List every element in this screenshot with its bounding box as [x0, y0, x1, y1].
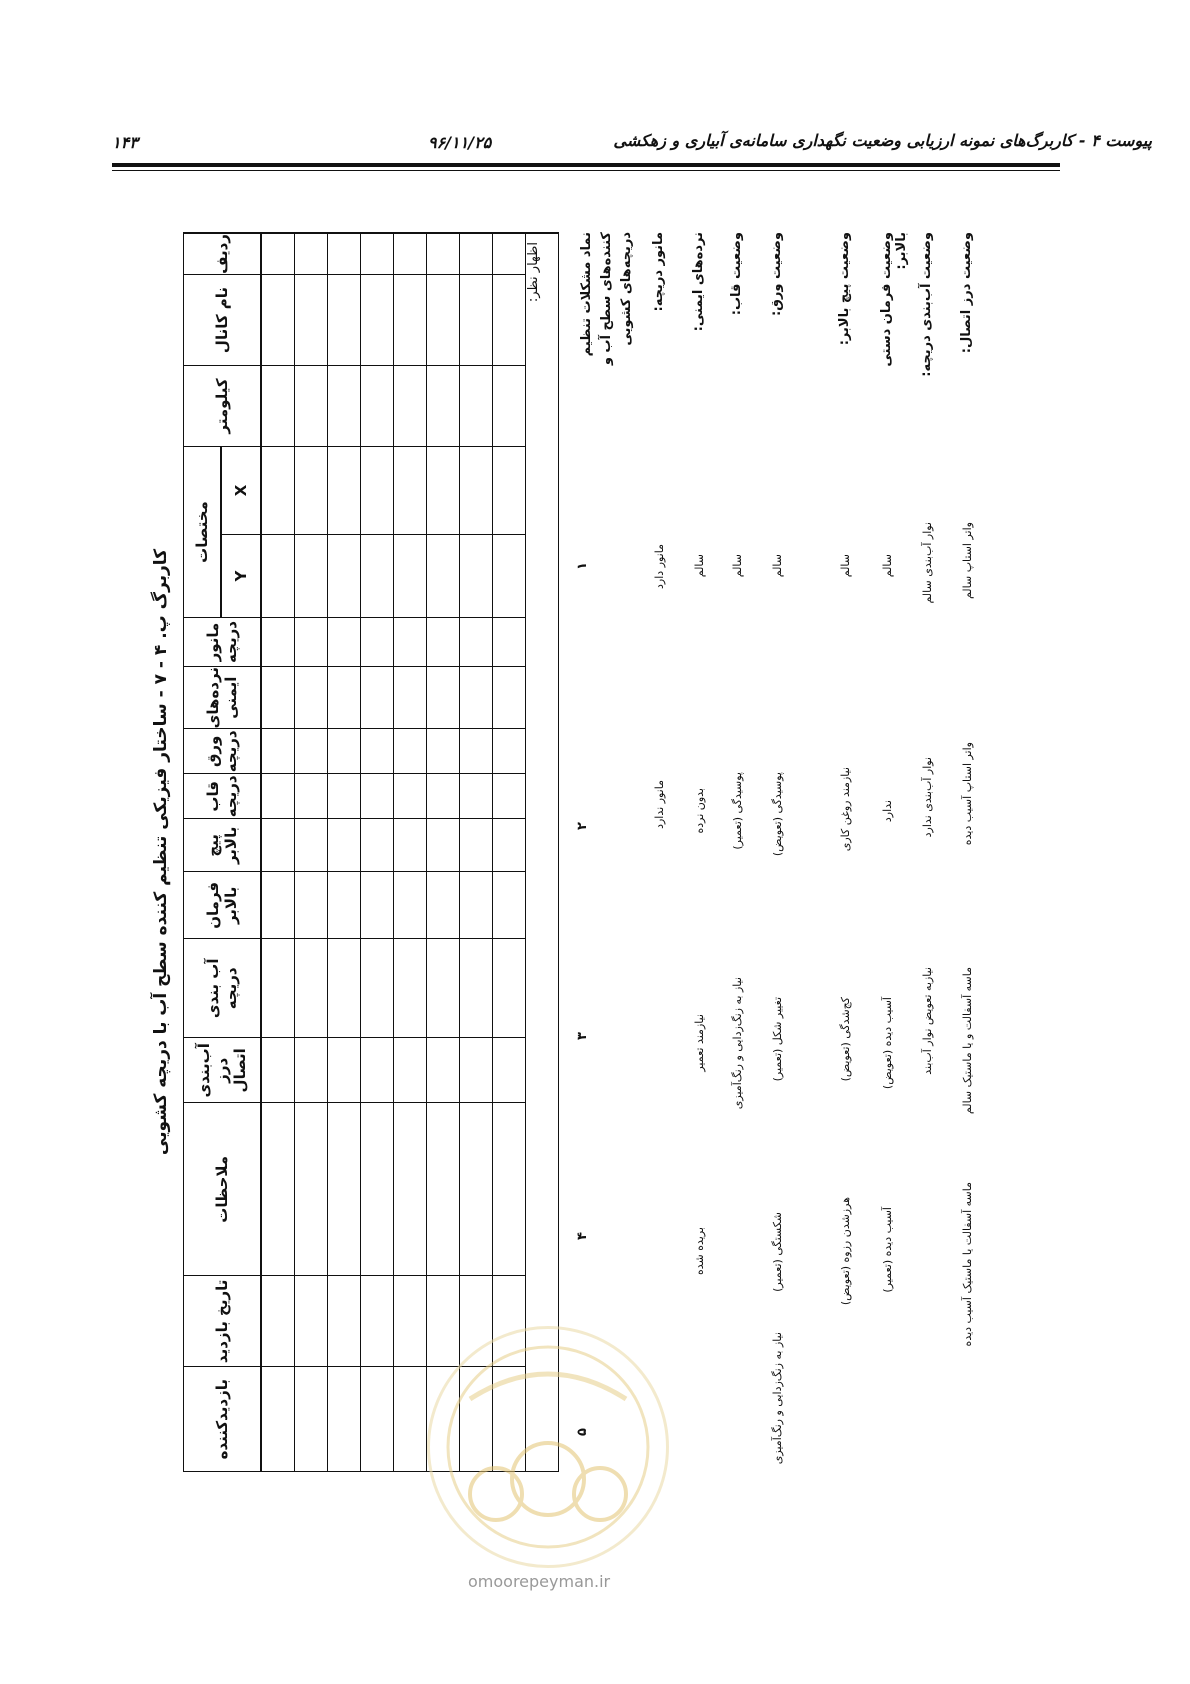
legend-value: مانور ندارد: [653, 780, 666, 829]
inspection-table: [183, 232, 559, 1472]
legend-value: پوسیدگی (تعمیر): [731, 772, 744, 850]
legend-value: آسیب دیده (تعویض): [881, 997, 894, 1090]
col-x: X: [221, 447, 261, 535]
legend-label-lift-control: وضعیت فرمان دستی بالابر:: [879, 232, 909, 367]
legend-value: پوسیدگی (تعویض): [771, 772, 784, 857]
watermark-site: omoorepeyman.ir: [468, 1572, 611, 1591]
table-row: [361, 233, 394, 1472]
legend-label-railing: نرده‌های ایمنی:: [691, 232, 706, 332]
col-coords: مختصات: [184, 447, 222, 618]
legend-value: تغییر شکل (تعمیر): [771, 997, 784, 1082]
legend-value: آسیب دیده (تعمیر): [881, 1207, 894, 1293]
legend-value: سالم: [881, 554, 894, 578]
legend-number-3: ۳: [575, 1032, 590, 1040]
col-joint-seal: آب‌بندی درز اتصال: [184, 1038, 262, 1103]
legend-value: کج‌شدگی (تعویض): [839, 997, 852, 1082]
running-header-title: پیوست ۴ - کاربرگ‌های نمونه ارزیابی وضعیت نگهداری سامانه‌ی آبیاری و زهکشی: [613, 131, 1152, 150]
table-row: [394, 233, 427, 1472]
table-row: [295, 233, 328, 1472]
legend-value: بریده شده: [693, 1227, 706, 1275]
col-frame: قاب دریچه: [184, 774, 262, 819]
legend-label-frame: وضعیت قاب:: [729, 232, 744, 316]
col-y: Y: [221, 534, 261, 617]
header-rule-thin: [112, 170, 1060, 171]
legend-value: سالم: [771, 554, 784, 578]
comment-label: اظهار نظر:: [526, 233, 559, 1472]
table-row: [460, 233, 493, 1472]
watermark-logo: [427, 1326, 669, 1568]
rotated-form: [143, 232, 1028, 1472]
table-row: [328, 233, 361, 1472]
col-km: کیلومتر: [184, 366, 262, 447]
form-title: کاربرگ پ. ۴ - ۷ - ساختار فیزیکی تنظیم کننده سطح آب با دریچه کشویی: [151, 548, 171, 1156]
legend-value: نوار آب‌بندی ندارد: [921, 757, 934, 838]
legend-value: سالم: [693, 554, 706, 578]
col-gate-manover: مانور دریچه: [184, 618, 262, 667]
legend-value: ماسه آسفالت و یا ماستیک سالم: [961, 967, 974, 1115]
table-row: [261, 233, 295, 1472]
col-visit-date: تاریخ بازدید: [184, 1276, 262, 1367]
legend-label-joint: وضعیت درز اتصال:: [959, 232, 974, 354]
legend-value: مانور دارد: [653, 544, 666, 589]
legend-label-screw: وضعیت پیچ بالابر:: [837, 232, 852, 346]
legend-number-2: ۲: [575, 822, 590, 830]
table-row: [427, 233, 460, 1472]
watermark-logo-graphic: [430, 1329, 666, 1565]
legend-value: نیاز به زنگ‌زدایی و رنگ‌آمیزی: [731, 977, 744, 1110]
legend-value: شکستگی (تعمیر): [771, 1212, 784, 1292]
legend-value: نوار آب‌بندی سالم: [921, 522, 934, 604]
legend-label-sheet: وضعیت ورق:: [769, 232, 784, 316]
col-gate-seal: آب بندی دریچه: [184, 939, 262, 1038]
legend: [573, 232, 1013, 1472]
legend-number-4: ۴: [575, 1232, 590, 1240]
col-lift-control: فرمان بالابر: [184, 872, 262, 939]
legend-value: بدون نرده: [693, 788, 706, 834]
col-sheet: ورق دریچه: [184, 729, 262, 774]
header-rule-thick: [112, 163, 1060, 167]
legend-value: ندارد: [881, 800, 894, 823]
legend-value: نیازمند روغن کاری: [839, 767, 852, 852]
legend-label-gate-seal: وضعیت آب‌بندی دریچه:: [919, 232, 934, 377]
legend-value: واتر استاپ آسیب دیده: [961, 742, 974, 846]
running-header-date: ۹۶/۱۱/۲۵: [428, 133, 492, 152]
legend-value: سالم: [839, 554, 852, 578]
legend-value: نیاز به زنگ‌زدایی و رنگ‌آمیزی: [771, 1332, 784, 1465]
col-canal: نام کانال: [184, 275, 262, 366]
legend-label-gate-manover: مانور دریچه:: [651, 232, 666, 312]
col-screw: پیچ بالابر: [184, 819, 262, 872]
legend-value: سالم: [731, 554, 744, 578]
comment-row: [526, 233, 559, 1472]
legend-value: نیازبه تعویض نوار آب‌بند: [921, 967, 934, 1075]
legend-number-5: ۵: [575, 1428, 590, 1436]
col-row: ردیف: [184, 233, 262, 275]
col-inspector: بازدیدکننده: [184, 1367, 262, 1472]
legend-value: واتر استاپ سالم: [961, 522, 974, 600]
table-row: [493, 233, 526, 1472]
page-number: ۱۴۳: [112, 133, 138, 152]
col-railing: نرده‌های ایمنی: [184, 667, 262, 729]
legend-number-1: ۱: [575, 562, 590, 570]
legend-heading: نماد مشکلات تنظیم کننده‌های سطح آب و دریچه‌های کشویی: [579, 232, 634, 366]
legend-value: نیازمند تعمیر: [693, 1014, 706, 1072]
legend-value: هرزشدن رزوه (تعویض): [839, 1197, 852, 1306]
legend-value: ماسه آسفالت یا ماستیک آسیب دیده: [961, 1182, 974, 1347]
col-notes: ملاحظات: [184, 1103, 262, 1276]
